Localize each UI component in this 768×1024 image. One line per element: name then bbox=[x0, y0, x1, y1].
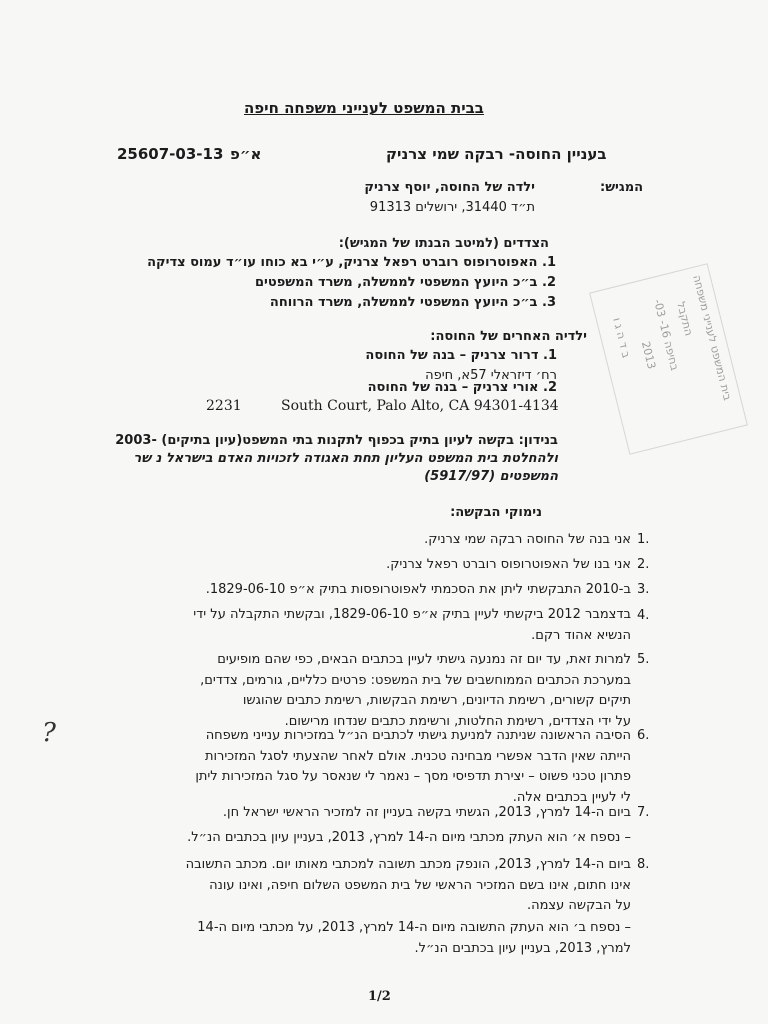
reason-number: 5. bbox=[637, 652, 650, 667]
stamp-line: ב ד ה ג ו bbox=[610, 316, 633, 360]
reason-line: תיקים קשורים, רשימת הדיונים, רשימת הבקשות, רשימת כתבים שהוגשו bbox=[242, 693, 631, 708]
party-3: 3. ב״כ היועץ המשפטי לממשלה, משרד הרווחה bbox=[269, 295, 556, 310]
margin-question-mark: ? bbox=[42, 718, 56, 748]
reason-line: על ידי הצדדים, רשימת החלטות, ורשימת כתבים שנדחו מרישום. bbox=[284, 713, 631, 729]
reason-line: פתרון טכני פשוט – יצירת תדפיסי מסך – נאמר לי שנאסר על סגל המזכירות ליתן bbox=[195, 769, 631, 784]
reason-number: 6. bbox=[637, 728, 650, 743]
reason-line: אינו חתום, אינו בשם המזכיר הראשי של בית המשפט השלום חיפה, ואינו עונה bbox=[209, 877, 631, 893]
reason-number: 1. bbox=[637, 532, 650, 547]
reason-6 bbox=[195, 726, 631, 808]
regarding-line-2: ולהחלטת בית המשפט העליון תחת האגודה לזכויות האדם בישראל נ שר bbox=[133, 451, 558, 466]
stamp-line: בחיפה 16- 03- bbox=[650, 297, 682, 372]
reason-4 bbox=[193, 605, 631, 646]
reason-7 bbox=[223, 803, 631, 824]
court-title: בבית המשפט לענייני משפחה חיפה bbox=[244, 99, 484, 117]
reason-number: 4. bbox=[637, 608, 650, 623]
case-number-label: א״פ bbox=[230, 145, 262, 163]
reason-line: לי לעיין בכתבים אלה. bbox=[512, 789, 631, 805]
reason-line: הסיבה הראשונה שניתנה למניעת גישתי לכתבים הנ״ל במזכירות ענייני משפחה bbox=[205, 728, 631, 743]
applicant-address: ת״ד 31440, ירושלים 91313 bbox=[369, 200, 535, 215]
reason-line: ב-2010 התבקשתי ליתן את הסכמתי לאפוטרופסות בתיק א״פ 1829-06-10. bbox=[205, 582, 631, 597]
received-stamp bbox=[589, 263, 748, 455]
appendix-b bbox=[197, 918, 631, 959]
reason-line: אני בנו של האפוטרופוס רוברט רפאל צרניק. bbox=[386, 557, 631, 572]
party-2: 2. ב״כ היועץ המשפטי לממשלה, משרד המשפטים bbox=[254, 275, 556, 290]
reason-5 bbox=[200, 650, 631, 732]
regarding-line-3: המשפטים (5917/97) bbox=[424, 469, 558, 484]
reasons-heading: נימוקי הבקשה: bbox=[450, 505, 542, 520]
reason-line: ביום ה-14 למרץ, 2013, הונפק מכתב תשובה למכתבי מאותו יום. מכתב התשובה bbox=[185, 857, 631, 872]
reason-line: – נספח א׳ הוא העתק מכתבי מיום ה-14 למרץ, 2013, בעניין עיון בכתבים הנ״ל. bbox=[187, 830, 631, 845]
stamp-line: בית המשפט לענייני משפחה bbox=[690, 273, 735, 402]
reason-number: 2. bbox=[637, 557, 650, 572]
child-2-address: South Court, Palo Alto, CA 94301-4134 bbox=[281, 398, 559, 414]
reason-number: 8. bbox=[637, 857, 650, 872]
child-2-name: 2. אורי צרניק – בנה של החוסה bbox=[367, 380, 557, 395]
child-1-name: 1. דרור צרניק – בנה של החוסה bbox=[365, 348, 557, 363]
party-1: 1. האפוטרופוס רוברט רפאל צרניק, ע״י בא כוחו עו״ד עמוס צדיקה bbox=[147, 255, 556, 270]
reason-line: ביום ה-14 למרץ, 2013, הגשתי בקשה בעניין זה למזכיר הראשי ישראל חן. bbox=[222, 805, 631, 820]
reason-2 bbox=[386, 555, 631, 576]
applicant-name: ילדה של החוסה, יוסף צרניק bbox=[364, 180, 535, 195]
reason-line: הייתה שאין הדבר אפשרי מבחינה טכנית. אולם לאחר שהצעתי לסגל המזכירות bbox=[204, 748, 631, 764]
reason-line: במערכת הכתבים הממוחשבים של בית המשפט: פרטים כלליים, גורמים, צדדים, bbox=[200, 672, 631, 688]
case-subject: בעניין החוסה- רבקה שמי צרניק bbox=[386, 145, 607, 163]
reason-1 bbox=[424, 530, 631, 551]
reason-8 bbox=[186, 855, 631, 917]
reason-3 bbox=[206, 580, 631, 601]
children-heading: ילדיה האחרים של החוסה: bbox=[430, 329, 587, 344]
child-2-address-number: 2231 bbox=[206, 398, 242, 414]
page-number: 1/2 bbox=[368, 989, 391, 1004]
reason-line: בדצמבר 2012 ביקשתי לעיין בתיק א״פ 1829-06-10, ובקשתי התקבלה על ידי bbox=[193, 607, 631, 622]
reason-number: 3. bbox=[637, 582, 650, 597]
reason-line: אני בנה של החוסה רבקה שמי צרניק. bbox=[424, 532, 631, 547]
child-1-address: רח׳ דיזראלי 57א, חיפה bbox=[425, 368, 557, 383]
reason-line: – נספח ב׳ הוא העתק התשובה מיום ה-14 למרץ, 2013, על מכתבי מיום ה-14 bbox=[197, 920, 631, 935]
regarding-line-1: בנידון: בקשה לעיון בתיק בכפוף לתקנות בתי המשפט(עיון בתיקים) -2003 bbox=[115, 433, 558, 448]
reason-number: 7. bbox=[637, 805, 650, 820]
reason-line: למרות זאת, עד יום זה נמנעה גישתי לעיין בכתבים הבאים, כפי שהם מופיעים bbox=[217, 652, 631, 667]
reason-line: למרץ, 2013, בעניין עיון בכתבים הנ״ל. bbox=[414, 940, 631, 956]
parties-heading: הצדדים (למיטב הבנתו של המגיש): bbox=[338, 236, 549, 251]
case-number: 25607-03-13 bbox=[117, 145, 224, 163]
reason-line: הנשיא אהוד רקם. bbox=[531, 627, 631, 643]
stamp-line: התקבל bbox=[674, 300, 696, 338]
stamp-line: 2013 bbox=[638, 340, 659, 371]
applicant-label: המגיש: bbox=[600, 180, 644, 195]
reason-line: על הבקשה עצמה. bbox=[526, 898, 631, 913]
appendix-a bbox=[187, 828, 631, 849]
